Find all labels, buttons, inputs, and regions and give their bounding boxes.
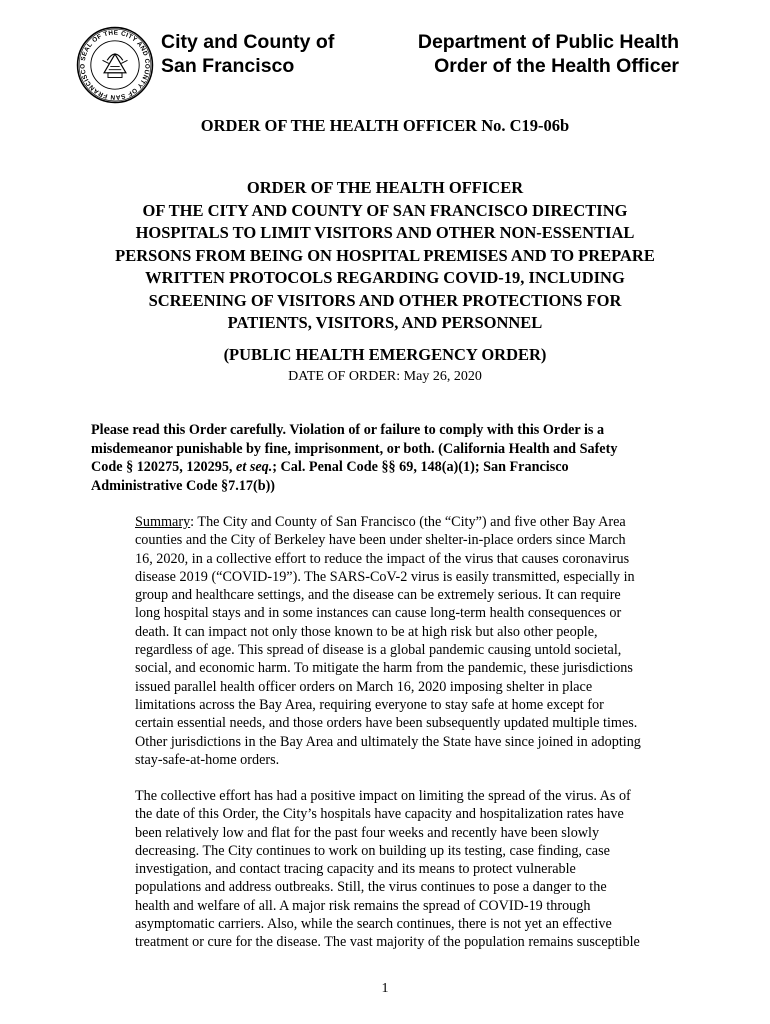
summary-paragraph [135, 513, 695, 769]
paragraph-line: investigation, and contact tracing capacity and its means to protect vulnerable [135, 861, 576, 878]
title-line: WRITTEN PROTOCOLS REGARDING COVID-19, INCLUDING [145, 268, 625, 287]
paragraph-line: disease 2019 (“COVID-19”). The SARS-CoV-2 virus is easily transmitted, especially in [135, 568, 635, 585]
department-header [418, 30, 679, 78]
warning-line3-post: ; Cal. Penal Code §§ 69, 148(a)(1); San Francisco [272, 459, 569, 475]
header-left-line1: City and County of [161, 31, 335, 53]
title-line: OF THE CITY AND COUNTY OF SAN FRANCISCO DIRECTING [142, 200, 628, 220]
public-health-emergency-label: (PUBLIC HEALTH EMERGENCY ORDER) [223, 345, 547, 364]
paragraph-line: The collective effort has had a positive impact on limiting the spread of the virus. As of [135, 788, 631, 804]
date-of-order: DATE OF ORDER: May 26, 2020 [288, 369, 482, 384]
order-number-heading: ORDER OF THE HEALTH OFFICER No. C19-06b [200, 116, 570, 135]
paragraph-line: death. It can impact not only those known to be at high risk but also other people, [135, 623, 598, 640]
paragraph-line: been relatively low and flat for the past four weeks and recently have been slowly [135, 824, 600, 841]
order-title [0, 177, 770, 335]
title-line: ORDER OF THE HEALTH OFFICER [246, 178, 524, 197]
paragraph-line: long hospital stays and in some instances can cause long-term health consequences or [135, 605, 622, 622]
warning-notice [91, 421, 691, 495]
paragraph-line: stay-safe-at-home orders. [135, 751, 280, 768]
paragraph-line [135, 513, 695, 531]
paragraph-line: 16, 2020, in a collective effort to reduce the impact of the virus that causes coronavirus [135, 550, 630, 567]
paragraph-line: populations and address outbreaks. Still, the virus continues to pose a danger to the [135, 879, 607, 896]
paragraph-line: regardless of age. This spread of disease is a global pandemic causing untold societal, [135, 642, 622, 659]
title-line: HOSPITALS TO LIMIT VISITORS AND OTHER NON-ESSENTIAL [135, 223, 635, 242]
collective-effort-paragraph [135, 787, 695, 952]
header-right-line2: Order of the Health Officer [434, 55, 679, 77]
warning-line3-italic: et seq. [236, 459, 273, 475]
title-line: SCREENING OF VISITORS AND OTHER PROTECTIONS FOR [148, 290, 622, 310]
warning-line: Administrative Code §7.17(b)) [91, 477, 276, 494]
svg-text:SEAL OF THE CITY AND COUNTY OF: SEAL OF THE CITY AND COUNTY OF SAN FRANCISCO [79, 29, 151, 101]
paragraph-line: social, and economic harm. To mitigate the harm from the pandemic, these jurisdictions [135, 660, 633, 677]
paragraph-line: issued parallel health officer orders on March 16, 2020 imposing shelter in place [135, 678, 593, 695]
paragraph-line: the date of this Order, the City’s hospitals have capacity and hospitalization rates have [135, 806, 624, 823]
header-left-line2: San Francisco [161, 55, 295, 77]
paragraph-line: certain essential needs, and those orders have been subsequently updated multiple times. [135, 715, 638, 732]
summary-label: Summary [135, 514, 191, 530]
header-right-line1: Department of Public Health [417, 31, 679, 53]
city-seal-logo [76, 26, 154, 104]
title-line: PATIENTS, VISITORS, AND PERSONNEL [227, 313, 543, 332]
paragraph-line: counties and the City of Berkeley have been under shelter-in-place orders since March [135, 532, 626, 549]
title-line: PERSONS FROM BEING ON HOSPITAL PREMISES AND TO PREPARE [115, 245, 655, 265]
warning-line3-pre: Code § 120275, 120295, [91, 459, 237, 475]
phoenix-emblem-icon [103, 54, 128, 77]
paragraph-line: group and healthcare settings, and the disease can be extremely serious. It can require [135, 587, 621, 604]
warning-line: Please read this Order carefully. Violation of or failure to comply with this Order is a [91, 422, 605, 438]
page-number: 1 [381, 981, 389, 996]
city-county-header [161, 30, 334, 78]
warning-line: misdemeanor punishable by fine, imprisonment, or both. (California Health and Safety [91, 440, 618, 457]
paragraph-line: limitations across the Bay Area, requiring everyone to stay safe at home except for [135, 696, 604, 713]
warning-line [91, 458, 691, 477]
summary-first-line: : The City and County of San Francisco (the “City”) and five other Bay Area [190, 514, 626, 530]
paragraph-line: Other jurisdictions in the Bay Area and ultimately the State have since joined in adopting [135, 733, 641, 750]
paragraph-line: asymptomatic carriers. Also, while the search continues, there is not yet an effective [135, 916, 612, 933]
paragraph-line: treatment or cure for the disease. The vast majority of the population remains susceptible [135, 934, 640, 951]
paragraph-line: health and welfare of all. A major risk remains the spread of COVID-19 through [135, 897, 591, 914]
paragraph-line: decreasing. The City continues to work on building up its testing, case finding, case [135, 842, 610, 859]
